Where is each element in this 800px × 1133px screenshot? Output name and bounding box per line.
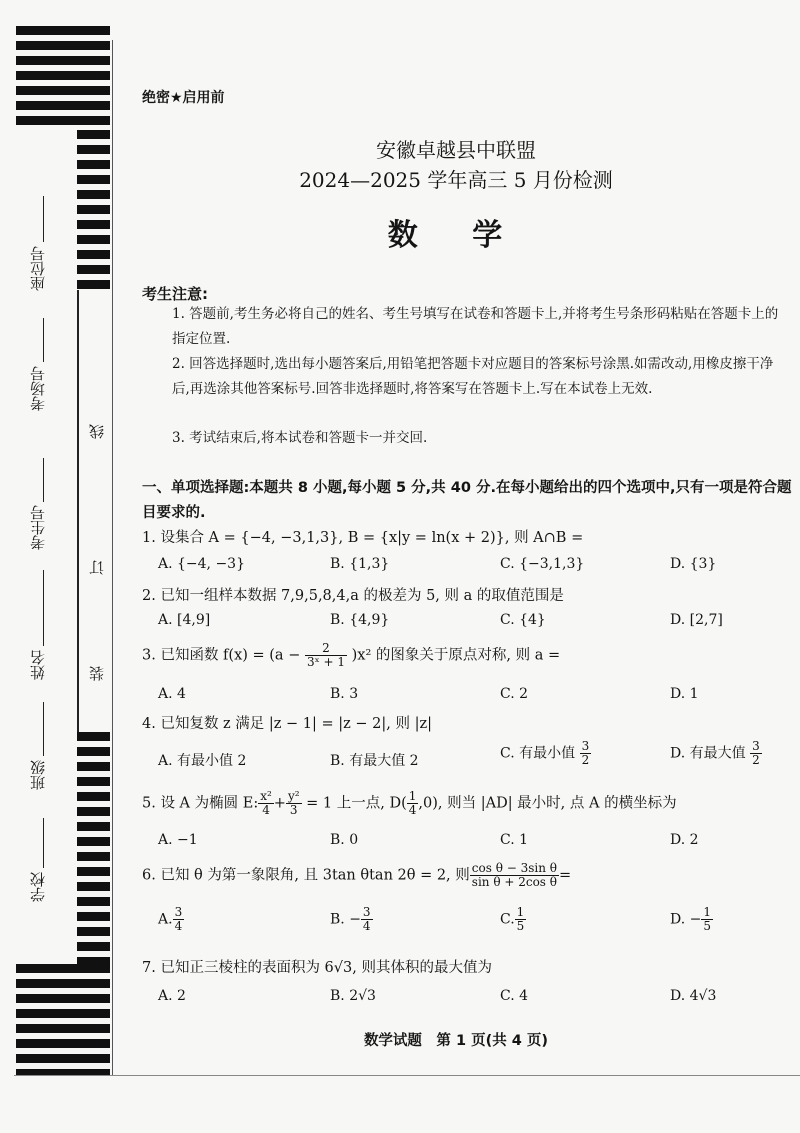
- field-class: 班级: [29, 760, 47, 790]
- q5-y-numerator: y²: [287, 789, 300, 803]
- q4-d-numerator: 3: [752, 739, 760, 753]
- q7-option-c: C. 4: [500, 988, 529, 1004]
- q6-a-fraction: [173, 906, 185, 933]
- q6-option-d: [670, 906, 713, 933]
- q6-c-numerator: 1: [516, 905, 525, 919]
- q3-option-c: C. 2: [500, 686, 529, 702]
- q5-x-numerator: x²: [260, 789, 272, 803]
- q2-option-d: D. [2,7]: [670, 612, 723, 628]
- q1-option-c: C. {−3,1,3}: [500, 556, 585, 572]
- q5-ellipse-x-term: [258, 790, 274, 817]
- q5-point-denominator: 4: [408, 803, 417, 817]
- q3-option-b: B. 3: [330, 686, 359, 702]
- q6-d-numerator: 1: [703, 905, 711, 919]
- q5-plus: +: [273, 795, 286, 812]
- q6-stem-pre: 6. 已知 θ 为第一象限角, 且 3tan θtan 2θ = 2, 则: [142, 867, 470, 884]
- q3-option-a: A. 4: [158, 686, 186, 702]
- notice-item-1: 1. 答题前,考生务必将自己的姓名、考生号填写在试卷和答题卡上,并将考生号条形码粘贴在答题卡上的指定位置.: [172, 306, 779, 347]
- q5-ellipse-y-term: [286, 790, 302, 817]
- q4-option-d-text: D. 有最大值: [670, 745, 746, 762]
- q3-numerator: 2: [305, 642, 347, 656]
- q3-denominator: 3ˣ + 1: [306, 655, 345, 669]
- question-5: [142, 790, 677, 817]
- subject-title: 数 学: [387, 218, 525, 253]
- notice-title: 考生注意:: [142, 285, 208, 303]
- field-candidate-number-line: [43, 458, 44, 502]
- q5-option-c: C. 1: [500, 832, 529, 848]
- q5-option-a: A. −1: [158, 832, 198, 848]
- field-name: 姓名: [29, 650, 47, 680]
- q6-b-numerator: 3: [362, 905, 371, 919]
- q4-d-denominator: 2: [752, 753, 760, 767]
- q4-option-d: [670, 740, 762, 767]
- q6-denominator: sin θ + 2cos θ: [471, 875, 558, 889]
- notice-item-2: 2. 回答选择题时,选出每小题答案后,用铅笔把答题卡对应题目的答案标号涂黑.如需改动,用橡皮擦干净后,再选涂其他答案标号.回答非选择题时,将答案写在答题卡上.写在本试卷上无效.: [172, 356, 774, 397]
- section-title: 一、单项选择题:本题共 8 小题,每小题 5 分,共 40 分.在每小题给出的四个选项中,只有一项是符合题目要求的.: [142, 480, 792, 521]
- cut-word-bind: 装: [88, 666, 106, 681]
- q5-stem-mid: = 1 上一点, D(: [306, 795, 407, 812]
- q1-option-d: D. {3}: [670, 556, 717, 572]
- q5-point-numerator: 1: [408, 789, 417, 803]
- page-bottom-edge: [14, 1075, 800, 1076]
- q5-stem-post: ,0), 则当 |AD| 最小时, 点 A 的横坐标为: [418, 795, 677, 812]
- q7-option-b: B. 2√3: [330, 988, 376, 1004]
- q2-option-a: A. [4,9]: [158, 612, 211, 628]
- q6-a-denominator: 4: [174, 919, 183, 933]
- field-class-line: [43, 702, 44, 756]
- q2-option-c: C. {4}: [500, 612, 546, 628]
- field-school: 学校: [29, 872, 47, 902]
- field-exam-room: 考场号: [29, 366, 47, 411]
- binding-barcode-lower: [77, 732, 110, 964]
- field-school-line: [43, 818, 44, 868]
- q5-option-d: D. 2: [670, 832, 699, 848]
- binding-barcode-bottom: [16, 964, 110, 1076]
- page-edge: [112, 40, 113, 1075]
- q4-option-c-text: C. 有最小值: [500, 745, 576, 762]
- question-2: 2. 已知一组样本数据 7,9,5,8,4,a 的极差为 5, 则 a 的取值范围是: [142, 588, 564, 604]
- q6-d-denominator: 5: [703, 919, 711, 933]
- q6-c-denominator: 5: [516, 919, 525, 933]
- field-name-line: [43, 570, 44, 646]
- confidential-mark: 绝密★启用前: [142, 90, 225, 106]
- question-7: 7. 已知正三棱柱的表面积为 6√3, 则其体积的最大值为: [142, 960, 492, 976]
- q5-x-denominator: 4: [262, 803, 270, 817]
- q6-b-fraction: [361, 906, 373, 933]
- field-exam-room-line: [43, 318, 44, 362]
- q4-option-d-fraction: [750, 740, 762, 767]
- q6-d-fraction: [701, 906, 713, 933]
- binding-barcode-top: [16, 26, 110, 130]
- notice-item-3: 3. 考试结束后,将本试卷和答题卡一并交回.: [172, 430, 428, 446]
- question-1: 1. 设集合 A = {−4, −3,1,3}, B = {x|y = ln(x + 2)}, 则 A∩B =: [142, 530, 584, 546]
- cut-word-staple: 订: [88, 560, 106, 575]
- q6-a-numerator: 3: [174, 905, 183, 919]
- q6-stem-post: =: [559, 867, 572, 884]
- q4-option-a: A. 有最小值 2: [158, 753, 247, 769]
- binding-cut-line: [77, 290, 79, 732]
- q3-stem-pre: 3. 已知函数 f(x) = (a −: [142, 647, 301, 664]
- q4-option-b: B. 有最大值 2: [330, 753, 419, 769]
- q1-option-b: B. {1,3}: [330, 556, 390, 572]
- q6-fraction: [470, 862, 559, 889]
- q5-y-denominator: 3: [289, 803, 298, 817]
- q6-a-label: A.: [158, 911, 173, 928]
- q4-option-c: [500, 740, 591, 767]
- q3-option-d: D. 1: [670, 686, 699, 702]
- q5-point-fraction: [407, 790, 419, 817]
- page-footer: 数学试题 第 1 页(共 4 页): [363, 1033, 549, 1049]
- q6-b-label: B. −: [330, 911, 361, 928]
- exam-organizer: 安徽卓越县中联盟: [376, 138, 536, 162]
- q6-d-label: D. −: [670, 911, 702, 928]
- q6-c-fraction: [515, 906, 527, 933]
- q5-stem-pre: 5. 设 A 为椭圆 E:: [142, 795, 259, 812]
- q7-option-d: D. 4√3: [670, 988, 717, 1004]
- q6-option-a: [158, 906, 184, 933]
- q4-option-c-fraction: [580, 740, 592, 767]
- q1-option-a: A. {−4, −3}: [158, 556, 246, 572]
- q6-option-b: [330, 906, 373, 933]
- field-candidate-number: 考生号: [29, 505, 47, 550]
- q7-option-a: A. 2: [158, 988, 186, 1004]
- q4-c-denominator: 2: [581, 753, 590, 767]
- q6-b-denominator: 4: [362, 919, 371, 933]
- question-3: [142, 642, 560, 669]
- q4-c-numerator: 3: [581, 739, 590, 753]
- q6-c-label: C.: [500, 911, 515, 928]
- cut-word-line: 线: [88, 424, 106, 439]
- q5-option-b: B. 0: [330, 832, 359, 848]
- question-4: 4. 已知复数 z 满足 |z − 1| = |z − 2|, 则 |z|: [142, 716, 433, 732]
- q6-numerator: cos θ − 3sin θ: [471, 861, 558, 875]
- field-seat-number: 座位号: [29, 246, 47, 291]
- q6-option-c: [500, 906, 526, 933]
- q3-fraction: [305, 642, 347, 669]
- q3-stem-post: )x² 的图象关于原点对称, 则 a =: [351, 647, 561, 664]
- exam-session: 2024—2025 学年高三 5 月份检测: [299, 168, 613, 192]
- question-6: [142, 862, 571, 889]
- q2-option-b: B. {4,9}: [330, 612, 390, 628]
